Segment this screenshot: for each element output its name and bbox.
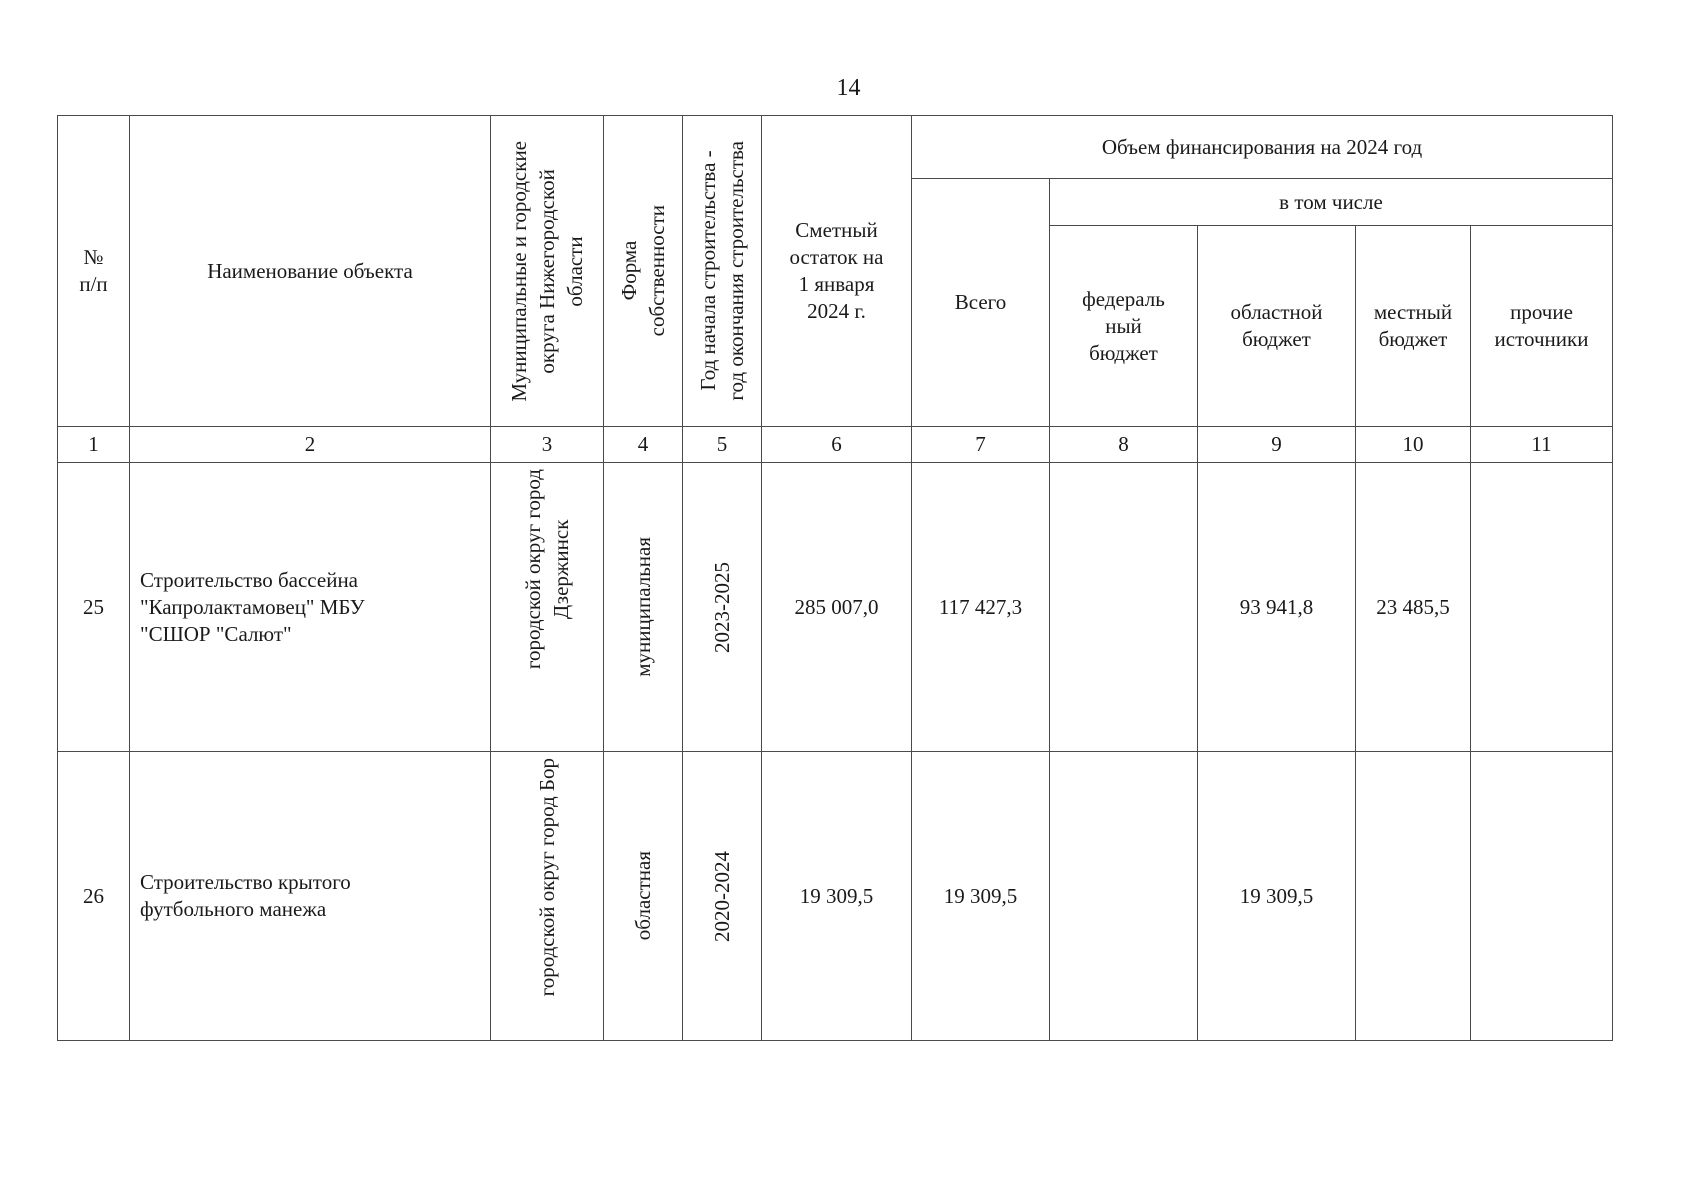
column-number: 1 [58, 427, 130, 463]
header-federal: федераль ный бюджет [1050, 226, 1198, 427]
row-total: 19 309,5 [912, 752, 1050, 1041]
header-funding: Объем финансирования на 2024 год [912, 116, 1613, 179]
row-num: 25 [58, 463, 130, 752]
column-number: 3 [491, 427, 604, 463]
financing-table [57, 115, 1613, 1041]
header-object-name: Наименование объекта [130, 116, 491, 427]
row-years-cell [683, 752, 762, 1041]
header-ownership: Форма собственности [617, 205, 669, 337]
row-object-name: Строительство крытого футбольного манежа [130, 752, 491, 1041]
column-number: 9 [1198, 427, 1356, 463]
header-municipality: Муниципальные и городские округа Нижегородской области [507, 140, 587, 402]
column-number: 6 [762, 427, 912, 463]
row-municipality: городской округ город Дзержинск [521, 469, 573, 670]
column-number: 5 [683, 427, 762, 463]
row-total: 117 427,3 [912, 463, 1050, 752]
row-municipality-cell [491, 752, 604, 1041]
row-estimate: 19 309,5 [762, 752, 912, 1041]
column-number: 2 [130, 427, 491, 463]
header-total: Всего [912, 179, 1050, 427]
row-years-cell [683, 463, 762, 752]
row-ownership-cell [604, 463, 683, 752]
row-ownership: муниципальная [631, 537, 655, 677]
row-other [1471, 752, 1613, 1041]
column-number: 7 [912, 427, 1050, 463]
header-years: Год начала строительства - год окончания строительства [696, 141, 748, 401]
column-number: 11 [1471, 427, 1613, 463]
row-municipality-cell [491, 463, 604, 752]
column-number: 8 [1050, 427, 1198, 463]
row-federal [1050, 752, 1198, 1041]
row-object-name: Строительство бассейна "Капролактамовец" МБУ "СШОР "Салют" [130, 463, 491, 752]
table-row [58, 463, 1613, 752]
header-other: прочие источники [1471, 226, 1613, 427]
row-ownership-cell [604, 752, 683, 1041]
row-num: 26 [58, 752, 130, 1041]
row-estimate: 285 007,0 [762, 463, 912, 752]
column-number: 10 [1356, 427, 1471, 463]
header-years-cell [683, 116, 762, 427]
row-regional: 93 941,8 [1198, 463, 1356, 752]
column-number: 4 [604, 427, 683, 463]
row-municipality: городской округ город Бор [535, 758, 559, 997]
header-num: № п/п [58, 116, 130, 427]
row-local [1356, 752, 1471, 1041]
row-years: 2020-2024 [710, 850, 734, 942]
row-local: 23 485,5 [1356, 463, 1471, 752]
row-ownership: областная [631, 851, 655, 941]
table-row [58, 752, 1613, 1041]
header-ownership-cell [604, 116, 683, 427]
header-row-1 [58, 116, 1613, 179]
row-years: 2023-2025 [710, 561, 734, 653]
row-other [1471, 463, 1613, 752]
row-federal [1050, 463, 1198, 752]
header-estimate: Сметный остаток на 1 января 2024 г. [762, 116, 912, 427]
header-municipality-cell [491, 116, 604, 427]
header-regional: областной бюджет [1198, 226, 1356, 427]
header-local: местный бюджет [1356, 226, 1471, 427]
column-number-row [58, 427, 1613, 463]
page-number: 14 [836, 75, 861, 101]
row-regional: 19 309,5 [1198, 752, 1356, 1041]
header-including: в том числе [1050, 179, 1613, 226]
